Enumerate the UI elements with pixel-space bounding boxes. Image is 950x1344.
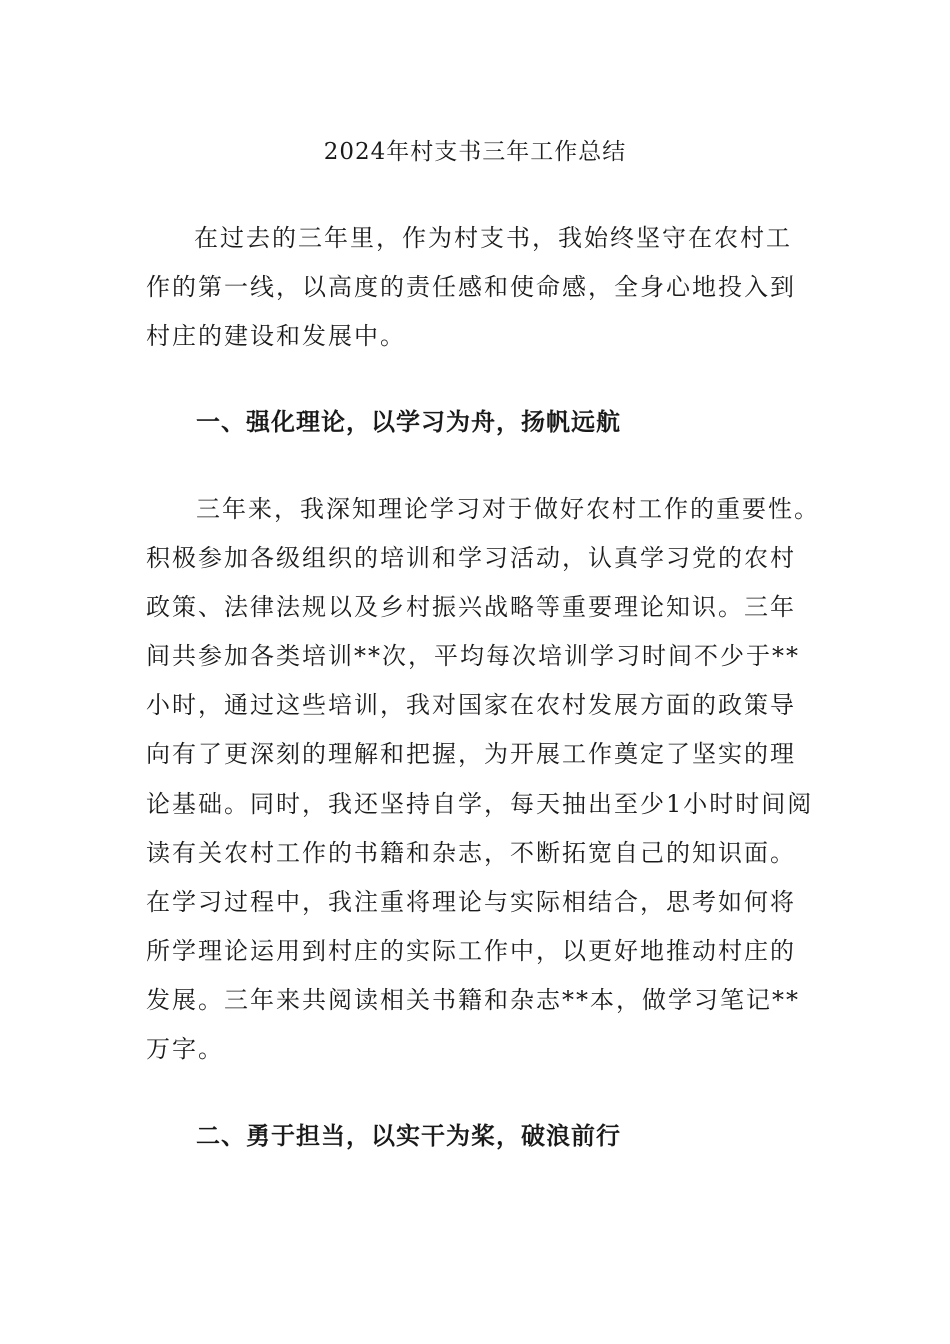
section-heading-2: 二、勇于担当，以实干为桨，破浪前行 <box>196 1121 621 1150</box>
intro-line: 村庄的建设和发展中。 <box>146 322 406 350</box>
section1-line: 三年来，我深知理论学习对于做好农村工作的重要性。 <box>196 495 820 523</box>
section1-line: 读有关农村工作的书籍和杂志，不断拓宽自己的知识面。 <box>146 839 796 867</box>
section1-line: 间共参加各类培训**次，平均每次培训学习时间不少于** <box>146 642 800 670</box>
section1-line: 小时，通过这些培训，我对国家在农村发展方面的政策导 <box>146 691 796 719</box>
section1-line: 在学习过程中，我注重将理论与实际相结合，思考如何将 <box>146 888 796 916</box>
section1-line: 所学理论运用到村庄的实际工作中，以更好地推动村庄的 <box>146 937 796 965</box>
intro-line: 作的第一线，以高度的责任感和使命感，全身心地投入到 <box>146 273 796 301</box>
section1-line: 万字。 <box>146 1035 224 1063</box>
section1-line: 政策、法律法规以及乡村振兴战略等重要理论知识。三年 <box>146 593 796 621</box>
document-title: 2024年村支书三年工作总结 <box>323 139 627 165</box>
section1-line: 发展。三年来共阅读相关书籍和杂志**本，做学习笔记** <box>146 986 800 1014</box>
section1-line: 论基础。同时，我还坚持自学，每天抽出至少1小时时间阅 <box>146 790 814 818</box>
intro-line: 在过去的三年里，作为村支书，我始终坚守在农村工 <box>194 224 792 252</box>
section-heading-1: 一、强化理论，以学习为舟，扬帆远航 <box>196 407 621 436</box>
section1-line: 积极参加各级组织的培训和学习活动，认真学习党的农村 <box>146 544 796 572</box>
section1-line: 向有了更深刻的理解和把握，为开展工作奠定了坚实的理 <box>146 740 796 768</box>
